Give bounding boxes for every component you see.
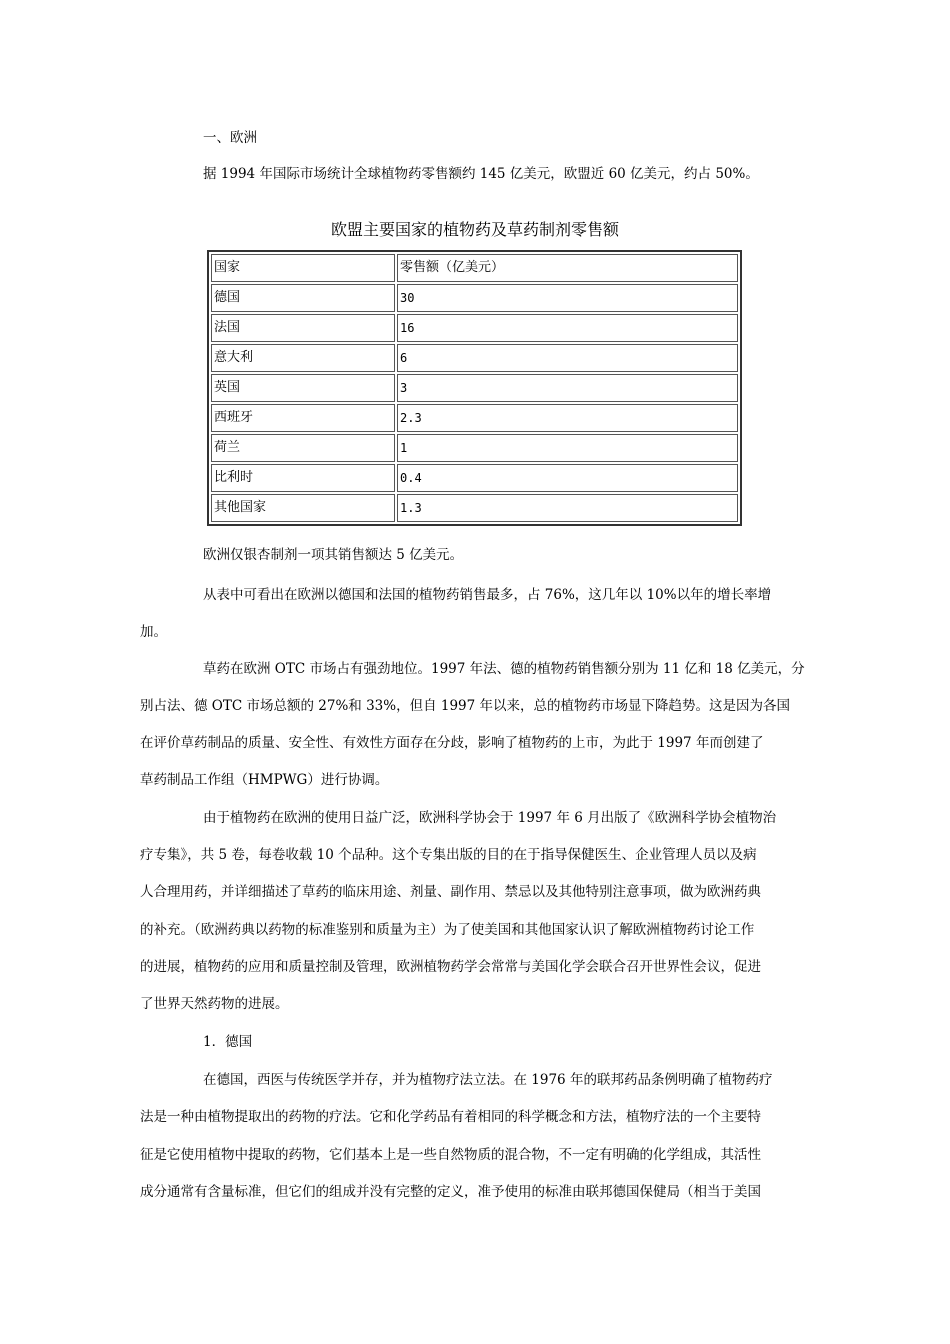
paragraph-line: 草药在欧洲 OTC 市场占有强劲地位。1997 年法、德的植物药销售额分别为 11 亿和 18 亿美元，分 <box>203 661 805 677</box>
table-row <box>211 314 738 342</box>
table-row <box>211 434 738 462</box>
sales-table <box>207 250 742 526</box>
country-cell: 比利时 <box>211 464 395 492</box>
sales-cell: 16 <box>397 314 738 342</box>
paragraph-line: 由于植物药在欧洲的使用日益广泛，欧洲科学协会于 1997 年 6 月出版了《欧洲科学协会植物治 <box>203 810 777 826</box>
paragraph-line: 法是一种由植物提取出的药物的疗法。它和化学药品有着相同的科学概念和方法，植物疗法的一个主要特 <box>140 1109 761 1125</box>
sales-cell: 3 <box>397 374 738 402</box>
paragraph-line: 的进展，植物药的应用和质量控制及管理，欧洲植物药学会常常与美国化学会联合召开世界性会议，促进 <box>140 959 761 975</box>
sales-cell: 30 <box>397 284 738 312</box>
sub-heading-germany: 1．德国 <box>203 1034 253 1050</box>
table-row <box>211 344 738 372</box>
paragraph-ginkgo: 欧洲仅银杏制剂一项其销售额达 5 亿美元。 <box>203 547 464 563</box>
table-row <box>211 404 738 432</box>
sales-cell: 6 <box>397 344 738 372</box>
paragraph-line: 征是它使用植物中提取的药物，它们基本上是一些自然物质的混合物，不一定有明确的化学组成，其活性 <box>140 1147 761 1163</box>
intro-paragraph: 据 1994 年国际市场统计全球植物药零售额约 145 亿美元，欧盟近 60 亿美元，约占 50%。 <box>203 166 759 182</box>
paragraph-line: 别占法、德 OTC 市场总额的 27%和 33%，但自 1997 年以来，总的植物药市场显下降趋势。这是因为各国 <box>140 698 791 714</box>
paragraph-line: 在评价草药制品的质量、安全性、有效性方面存在分歧，影响了植物药的上市，为此于 1997 年而创建了 <box>140 735 764 751</box>
table-row <box>211 464 738 492</box>
header-sales: 零售额（亿美元） <box>397 254 738 282</box>
sales-cell: 2.3 <box>397 404 738 432</box>
paragraph-line: 人合理用药，并详细描述了草药的临床用途、剂量、副作用、禁忌以及其他特别注意事项，做为欧洲药典 <box>140 884 761 900</box>
section-heading: 一、欧洲 <box>203 130 257 146</box>
header-country: 国家 <box>211 254 395 282</box>
paragraph-line: 草药制品工作组（HMPWG）进行协调。 <box>140 772 389 788</box>
country-cell: 荷兰 <box>211 434 395 462</box>
table-row <box>211 374 738 402</box>
paragraph-line: 疗专集》，共 5 卷，每卷收载 10 个品种。这个专集出版的目的在于指导保健医生、企业管理人员以及病 <box>140 847 757 863</box>
sales-cell: 1.3 <box>397 494 738 522</box>
country-cell: 法国 <box>211 314 395 342</box>
paragraph-line: 加。 <box>140 624 167 640</box>
country-cell: 意大利 <box>211 344 395 372</box>
country-cell: 西班牙 <box>211 404 395 432</box>
country-cell: 其他国家 <box>211 494 395 522</box>
paragraph-line: 从表中可看出在欧洲以德国和法国的植物药销售最多，占 76%，这几年以 10%以年的增长率增 <box>203 587 772 603</box>
paragraph-line: 成分通常有含量标准，但它们的组成并没有完整的定义，准予使用的标准由联邦德国保健局（相当于美国 <box>140 1184 761 1200</box>
paragraph-line: 在德国，西医与传统医学并存，并为植物疗法立法。在 1976 年的联邦药品条例明确了植物药疗 <box>203 1072 773 1088</box>
paragraph-line: 的补充。（欧洲药典以药物的标准鉴别和质量为主）为了使美国和其他国家认识了解欧洲植物药讨论工作 <box>140 922 755 938</box>
sales-cell: 1 <box>397 434 738 462</box>
country-cell: 德国 <box>211 284 395 312</box>
table-row <box>211 284 738 312</box>
table-row <box>211 494 738 522</box>
paragraph-line: 了世界天然药物的进展。 <box>140 996 289 1012</box>
country-cell: 英国 <box>211 374 395 402</box>
table-title: 欧盟主要国家的植物药及草药制剂零售额 <box>330 220 619 239</box>
table-header-row <box>211 254 738 282</box>
sales-cell: 0.4 <box>397 464 738 492</box>
